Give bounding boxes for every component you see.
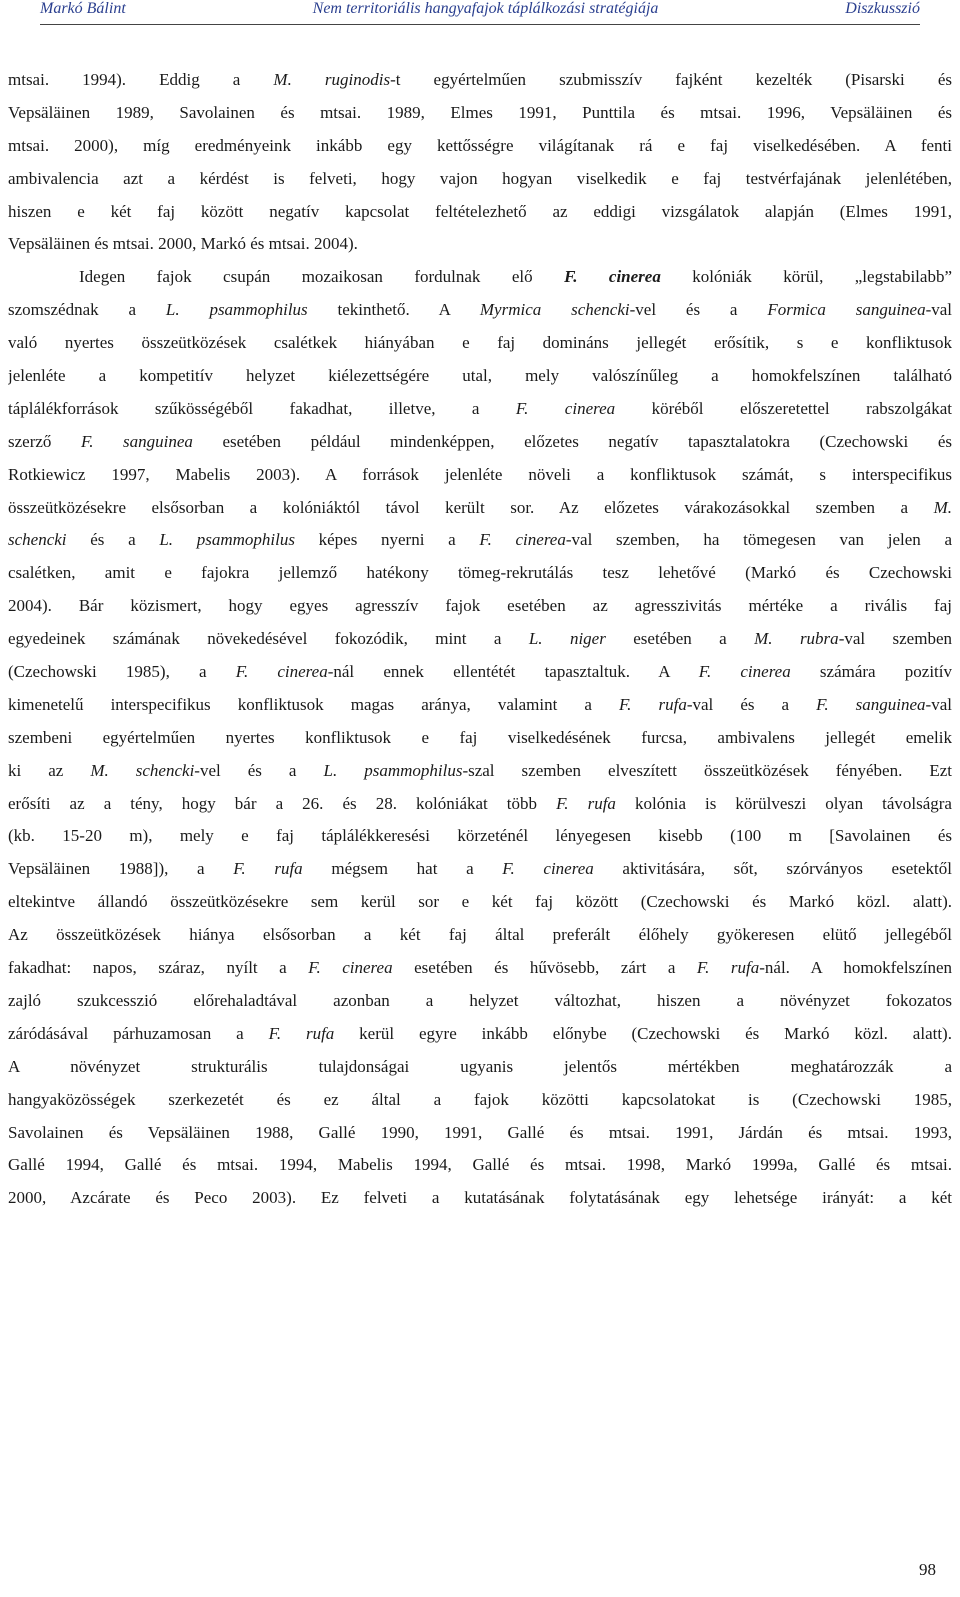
text-run: -val szemben xyxy=(838,629,952,649)
text-line xyxy=(8,656,952,689)
text-run: Vepsäläinen és mtsai. 2000, Markó és mtsai. 2004). xyxy=(8,234,358,254)
text-line xyxy=(8,327,952,360)
text-run: szembeni egyértelműen nyertes konfliktusok e faj viselkedésének furcsa, ambivalens jellegét emelik xyxy=(8,727,952,747)
text-run: esetében például mindenképpen, előzetes negatív tapasztalatokra (Czechowski és xyxy=(192,431,952,451)
text-run: -val xyxy=(925,300,952,320)
header-title: Nem territoriális hangyafajok táplálkozási stratégiája xyxy=(312,0,659,17)
text-run: 2000, Azcárate és Peco 2003). Ez felveti a kutatásának folytatásának egy lehetsége irányát: a két xyxy=(8,1188,952,1208)
species-name: F. rufa xyxy=(618,694,687,714)
text-line xyxy=(8,492,952,525)
text-run: Gallé 1994, Gallé és mtsai. 1994, Mabelis 1994, Gallé és mtsai. 1998, Markó 1999a, Gallé és mtsai. xyxy=(8,1155,952,1175)
running-header xyxy=(40,0,920,24)
species-name: L. psammophilus xyxy=(165,300,308,320)
text-line xyxy=(8,360,952,393)
text-run: kimenetelű interspecifikus konfliktusok magas aránya, valamint a xyxy=(8,694,619,714)
text-line xyxy=(8,1018,952,1051)
text-run: -nál ennek ellentétét tapasztaltuk. A xyxy=(327,662,699,682)
text-line xyxy=(8,97,952,130)
species-name: L. psammophilus xyxy=(159,530,295,550)
text-line xyxy=(8,820,952,853)
text-line xyxy=(8,163,952,196)
text-line xyxy=(8,1149,952,1182)
text-run: eltekintve állandó összeütközésekre sem kerül sor e két faj között (Czechowski és Markó közl. alatt). xyxy=(8,892,952,912)
text-line xyxy=(8,788,952,821)
text-run: kerül egyre inkább előnybe (Czechowski és Markó közl. alatt). xyxy=(334,1023,952,1043)
text-run: csalétken, amit e fajokra jellemző hatékony tömeg-rekrutálás tesz lehetővé (Markó és Czechowski xyxy=(8,563,952,583)
text-run: való nyertes összeütközések csalétkek hiányában e faj domináns jellegét erősítik, s e konfliktusok xyxy=(8,333,952,353)
text-line xyxy=(8,130,952,163)
text-run: összeütközésekre elsősorban a kolóniáktól távol került sor. Az előzetes várakozásokkal szemben a xyxy=(8,497,934,517)
text-run: 2004). Bár közismert, hogy egyes agresszív fajok esetében az agresszivitás mértéke a rivális faj xyxy=(8,596,952,616)
text-run: (Czechowski 1985), a xyxy=(8,662,236,682)
text-line xyxy=(8,886,952,919)
text-run: -val szemben, ha tömegesen van jelen a xyxy=(565,530,952,550)
text-line xyxy=(8,623,952,656)
text-run: Vepsäläinen 1989, Savolainen és mtsai. 1989, Elmes 1991, Punttila és mtsai. 1996, Vepsäläinen és xyxy=(8,102,952,122)
species-name: F. cinerea xyxy=(308,958,393,978)
text-run: A növényzet strukturális tulajdonságai ugyanis jelentős mértékben meghatározzák a xyxy=(8,1056,952,1076)
text-run: szerző xyxy=(8,431,81,451)
text-run: Idegen fajok csupán mozaikosan fordulnak elő xyxy=(79,267,565,287)
text-line xyxy=(8,755,952,788)
species-name: F. sanguinea xyxy=(816,694,926,714)
text-run: számára pozitív xyxy=(790,662,952,682)
text-run: Az összeütközések hiánya elsősorban a két faj által preferált élőhely gyökeresen elütő jellegéből xyxy=(8,925,952,945)
text-run: Vepsäläinen 1988]), a xyxy=(8,859,234,879)
species-name: F. cinerea xyxy=(502,859,594,879)
species-name: M. rubra xyxy=(754,629,839,649)
text-run: kolónia is körülveszi olyan távolságra xyxy=(615,793,952,813)
species-name: F. rufa xyxy=(233,859,303,879)
text-run: esetében és hűvösebb, zárt a xyxy=(392,958,697,978)
text-run: táplálékforrások szűkösségéből fakadhat, illetve, a xyxy=(8,398,516,418)
species-name: L. niger xyxy=(528,629,606,649)
species-name: L. psammophilus xyxy=(323,760,463,780)
text-run: tekinthető. A xyxy=(307,300,480,320)
text-run: -vel és a xyxy=(629,300,768,320)
species-name: F. rufa xyxy=(556,793,616,813)
text-line xyxy=(8,722,952,755)
text-line xyxy=(8,1084,952,1117)
text-line xyxy=(8,919,952,952)
text-run: mégsem hat a xyxy=(302,859,503,879)
text-run: erősíti az a tény, hogy bár a 26. és 28. kolóniákat több xyxy=(8,793,557,813)
species-name: Myrmica schencki xyxy=(479,300,630,320)
text-line xyxy=(8,853,952,886)
text-run: esetében a xyxy=(605,629,755,649)
species-name: F. cinerea xyxy=(698,662,791,682)
species-name: F. rufa xyxy=(268,1023,335,1043)
species-name: F. cinerea xyxy=(235,662,328,682)
text-run: képes nyerni a xyxy=(294,530,480,550)
text-line xyxy=(8,524,952,557)
text-run: mtsai. 1994). Eddig a xyxy=(8,70,274,89)
species-name: M. schencki xyxy=(90,760,195,780)
body-text xyxy=(8,64,952,1215)
header-section: Diszkusszió xyxy=(845,0,920,17)
text-run: -val xyxy=(925,694,952,714)
text-line xyxy=(8,196,952,229)
text-run: egyedeinek számának növekedésével fokozódik, mint a xyxy=(8,629,529,649)
species-name: F. rufa xyxy=(696,958,760,978)
text-line xyxy=(8,64,952,97)
text-run: -val és a xyxy=(686,694,817,714)
text-run: kolóniák körül, „legstabilabb” xyxy=(660,267,952,287)
text-run: ki az xyxy=(8,760,91,780)
header-rule xyxy=(40,24,920,25)
text-line xyxy=(8,952,952,985)
text-run: és a xyxy=(66,530,160,550)
text-line xyxy=(8,426,952,459)
header-author: Markó Bálint xyxy=(40,0,126,17)
text-line xyxy=(8,261,952,294)
text-run: -vel és a xyxy=(194,760,324,780)
text-line xyxy=(8,689,952,722)
species-name: schencki xyxy=(8,530,67,550)
text-run: mtsai. 2000), míg eredményeink inkább egy kettősségre világítanak rá e faj viselkedésében. A fenti xyxy=(8,135,952,155)
text-line xyxy=(8,985,952,1018)
text-line xyxy=(8,557,952,590)
text-run: Rotkiewicz 1997, Mabelis 2003). A források jelenléte növeli a konfliktusok számát, s interspecifikus xyxy=(8,464,952,484)
text-line xyxy=(8,1051,952,1084)
text-run: (kb. 15-20 m), mely e faj táplálékkeresési körzeténél lényegesen kisebb (100 m [Savolainen és xyxy=(8,826,952,846)
text-run: jelenléte a kompetitív helyzet kiélezettségére utal, mely valószínűleg a homokfelszínen található xyxy=(8,366,952,386)
text-run: záródásával párhuzamosan a xyxy=(8,1023,269,1043)
species-name: M. ruginodis xyxy=(273,70,391,89)
species-name: F. cinerea xyxy=(564,267,661,287)
text-run: ambivalencia azt a kérdést is felveti, hogy vajon hogyan viselkedik e faj testvérfajának jelenlétében, xyxy=(8,168,952,188)
species-name: F. sanguinea xyxy=(81,431,193,451)
text-run: aktivitására, sőt, szórványos esetektől xyxy=(593,859,952,879)
species-name: F. cinerea xyxy=(479,530,566,550)
text-line xyxy=(8,228,952,261)
text-run: zajló szukcesszió előrehaladtával azonban a helyzet változhat, hiszen a növényzet fokozatos xyxy=(8,990,952,1010)
text-run: Savolainen és Vepsäläinen 1988, Gallé 1990, 1991, Gallé és mtsai. 1991, Járdán és mtsai. 1993, xyxy=(8,1122,952,1142)
text-run: -nál. A homokfelszínen xyxy=(759,958,952,978)
text-line xyxy=(8,590,952,623)
text-run: hiszen e két faj között negatív kapcsolat feltételezhető az eddigi vizsgálatok alapján (Elmes 1991, xyxy=(8,201,952,221)
text-run: fakadhat: napos, száraz, nyílt a xyxy=(8,958,309,978)
text-line xyxy=(8,393,952,426)
text-line xyxy=(8,294,952,327)
text-run: hangyaközösségek szerkezetét és ez által a fajok közötti kapcsolatokat is (Czechowski 1985, xyxy=(8,1089,952,1109)
text-run: -t egyértelműen szubmisszív fajként kezelték (Pisarski és xyxy=(390,70,952,89)
species-name: F. cinerea xyxy=(515,398,616,418)
species-name: Formica sanguinea xyxy=(767,300,926,320)
text-line xyxy=(8,459,952,492)
text-run: köréből előszeretettel rabszolgákat xyxy=(615,398,952,418)
species-name: M. xyxy=(933,497,952,517)
text-run: -szal szemben elveszített összeütközések fényében. Ezt xyxy=(462,760,952,780)
page-number: 98 xyxy=(919,1560,936,1579)
text-line xyxy=(8,1182,952,1215)
text-run: szomszédnak a xyxy=(8,300,166,320)
text-line xyxy=(8,1117,952,1150)
